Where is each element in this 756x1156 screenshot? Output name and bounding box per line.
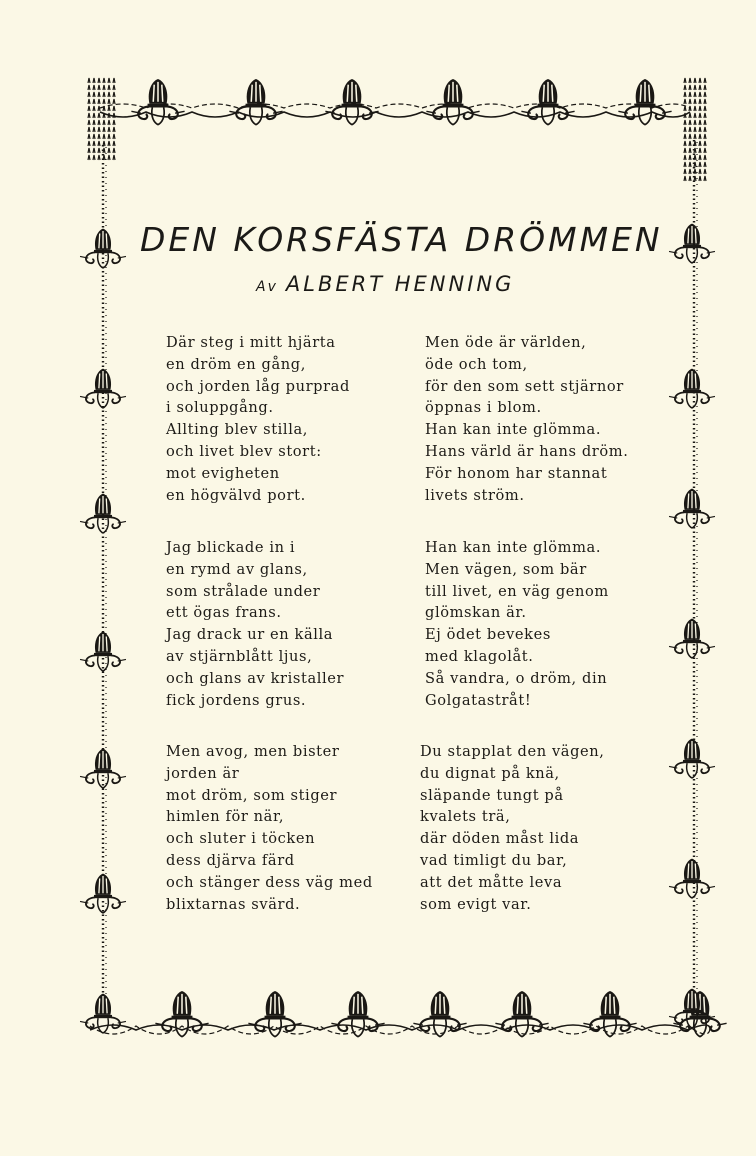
verse-line: där döden måst lida (420, 830, 580, 848)
tulip-ornament (80, 994, 126, 1033)
tulip-ornament (80, 632, 126, 671)
verse-line: till livet, en väg genom (425, 582, 609, 600)
verse-line: och jorden låg purprad (166, 377, 350, 395)
verse-line: Han kan inte glömma. (425, 421, 602, 439)
verse-line: Där steg i mitt hjärta (166, 334, 336, 351)
verse-line: vad timligt du bar, (420, 851, 568, 869)
stanza-6 (420, 741, 660, 915)
corner-ornament (88, 78, 115, 160)
verse-line: en dröm en gång, (166, 355, 306, 373)
verse-line: livets ström. (425, 486, 525, 504)
tulip-ornament (583, 991, 636, 1037)
verse-line: som strålade under (166, 582, 321, 600)
tulip-ornament (80, 494, 126, 533)
garland-swag (100, 112, 690, 117)
stanza-2 (425, 332, 665, 506)
stanza-4 (425, 537, 665, 711)
verse-line: Men vägen, som bär (425, 560, 587, 578)
verse-line: i soluppgång. (166, 399, 274, 417)
verse-line: blixtarnas svärd. (166, 895, 301, 913)
verse-line: och sluter i töcken (166, 830, 316, 848)
byline-prefix: Av (256, 279, 278, 295)
tulip-ornament (618, 79, 671, 125)
verse-line: Men öde är världen, (425, 334, 587, 351)
stanza-3 (166, 537, 406, 711)
tulip-ornament (673, 991, 726, 1037)
verse-line: Men avog, men bister (166, 743, 340, 760)
verse-line: Så vandra, o dröm, din (425, 669, 608, 687)
verse-line: Du stapplat den vägen, (420, 743, 605, 760)
verse-line: För honom har stannat (425, 464, 608, 482)
byline (256, 272, 656, 296)
verse-line: Jag blickade in i (166, 539, 296, 556)
verse-line: glömskan är. (425, 604, 527, 622)
tulip-ornament (495, 991, 548, 1037)
verse-line: mot dröm, som stiger (166, 786, 338, 804)
tulip-ornament (669, 739, 715, 778)
poem-title: DEN KORSFÄSTA DRÖMMEN (140, 220, 663, 259)
verse-line: Golgatastråt! (425, 691, 532, 709)
corner-ornament (684, 78, 706, 181)
verse-line: Hans värld är hans dröm. (425, 442, 629, 460)
garland-swag (90, 1025, 710, 1030)
stanza-5 (166, 741, 406, 915)
tulip-ornament (131, 79, 184, 125)
verse-line: en högvälvd port. (166, 486, 306, 504)
verse-line: och stänger dess väg med (166, 873, 373, 891)
verse-line: öde och tom, (425, 355, 528, 373)
tulip-ornament (669, 224, 715, 263)
author-name: ALBERT HENNING (285, 272, 515, 296)
verse-line: med klagolåt. (425, 647, 534, 665)
verse-line: du dignat på knä, (420, 764, 560, 782)
verse-line: öppnas i blom. (425, 399, 542, 417)
tulip-ornament (331, 991, 384, 1037)
verse-line: ett ögas frans. (166, 604, 282, 622)
tulip-ornament (80, 749, 126, 788)
tulip-ornament (669, 859, 715, 898)
verse-line: jorden är (166, 764, 240, 782)
verse-line: kvalets trä, (420, 808, 511, 826)
verse-line: mot evigheten (166, 464, 280, 482)
tulip-ornament (669, 619, 715, 658)
verse-line: av stjärnblått ljus, (166, 647, 313, 665)
verse-line: som evigt var. (420, 895, 532, 913)
tulip-ornament (669, 489, 715, 528)
verse-line: Jag drack ur en källa (166, 626, 334, 644)
verse-line: Ej ödet bevekes (425, 626, 551, 644)
tulip-ornament (413, 991, 466, 1037)
verse-line: och livet blev stort: (166, 442, 322, 460)
verse-line: släpande tungt på (420, 786, 564, 804)
verse-line: fick jordens grus. (166, 691, 307, 709)
tulip-ornament (229, 79, 282, 125)
verse-line: Han kan inte glömma. (425, 539, 602, 556)
verse-line: att det måtte leva (420, 873, 563, 891)
verse-line: och glans av kristaller (166, 669, 345, 687)
tulip-ornament (521, 79, 574, 125)
tulip-ornament (426, 79, 479, 125)
verse-line: för den som sett stjärnor (425, 377, 624, 395)
verse-line: Allting blev stilla, (166, 421, 309, 439)
tulip-ornament (669, 369, 715, 408)
tulip-ornament (80, 874, 126, 913)
verse-line: dess djärva färd (166, 851, 295, 869)
verse-line: himlen för när, (166, 808, 285, 826)
verse-line: en rymd av glans, (166, 560, 308, 578)
stanza-1 (166, 332, 406, 506)
